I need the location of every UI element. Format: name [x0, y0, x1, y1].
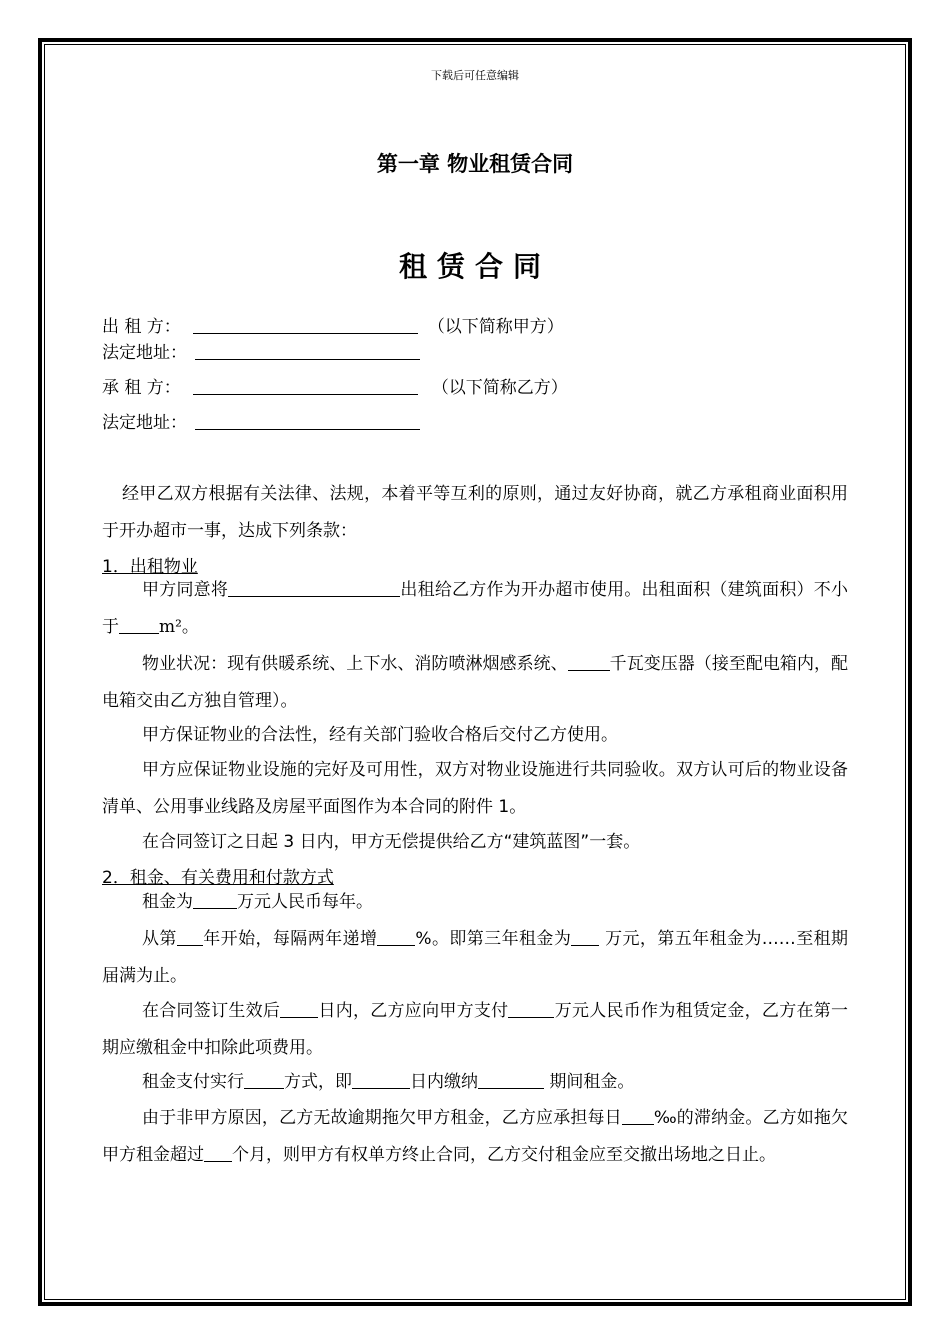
section2-paragraph-4: 租金支付实行 方式，即 日内缴纳 期间租金。	[142, 1072, 635, 1092]
section1-paragraph-2: 物业状况：现有供暖系统、上下水、消防喷淋烟感系统、 千瓦变压器（接至配电箱内，配电箱交由乙方独自管理）。	[102, 654, 848, 711]
section2-paragraph-1: 租金为 万元人民币每年。	[142, 892, 373, 912]
lessor-address-line	[102, 342, 420, 364]
lessor-blank	[193, 316, 418, 334]
lessee-address-line	[102, 412, 420, 434]
lessee-label: 承 租 方：	[102, 378, 181, 398]
section1-paragraph-1: 甲方同意将 出租给乙方作为开办超市使用。出租面积（建筑面积）不小于 m²。	[102, 580, 849, 637]
lessor-label: 出 租 方：	[102, 317, 181, 337]
lessee-address-blank	[195, 412, 420, 430]
lessee-line	[102, 377, 568, 399]
chapter-title: 第一章 物业租赁合同	[376, 152, 574, 176]
section1-paragraph-3: 甲方保证物业的合法性，经有关部门验收合格后交付乙方使用。	[142, 725, 618, 745]
section2-paragraph-2: 从第 年开始，每隔两年递增 %。即第三年租金为 万元，第五年租金为……至租期届满为止。	[102, 929, 849, 986]
lessee-suffix: （以下简称乙方）	[431, 378, 568, 398]
lessee-address-label: 法定地址：	[102, 413, 187, 433]
lessor-line	[102, 316, 564, 338]
lessee-blank	[193, 377, 418, 395]
lessor-address-label: 法定地址：	[102, 343, 187, 363]
section1-paragraph-5: 在合同签订之日起 3 日内，甲方无偿提供给乙方“建筑蓝图”一套。	[142, 832, 641, 852]
lessor-address-blank	[195, 342, 420, 360]
intro-paragraph: 经甲乙双方根据有关法律、法规，本着平等互利的原则，通过友好协商，就乙方承租商业面积用于开办超市一事，达成下列条款：	[102, 484, 848, 541]
section2-paragraph-5: 由于非甲方原因，乙方无故逾期拖欠甲方租金，乙方应承担每日 ‰的滞纳金。乙方如拖欠甲方租金超过 个月，则甲方有权单方终止合同，乙方交付租金应至交撤出场地之日止。	[102, 1108, 849, 1165]
document-title: 租赁合同	[398, 250, 551, 283]
section1-heading: 1．出租物业	[102, 557, 198, 577]
section1-paragraph-4: 甲方应保证物业设施的完好及可用性，双方对物业设施进行共同验收。双方认可后的物业设备清单、公用事业线路及房屋平面图作为本合同的附件 1。	[102, 760, 848, 817]
section2-paragraph-3: 在合同签订生效后 日内，乙方应向甲方支付 万元人民币作为租赁定金，乙方在第一期应缴租金中扣除此项费用。	[102, 1001, 849, 1058]
header-note: 下载后可任意编辑	[431, 69, 519, 82]
lessor-suffix: （以下简称甲方）	[427, 317, 564, 337]
section2-heading: 2．租金、有关费用和付款方式	[102, 868, 334, 888]
